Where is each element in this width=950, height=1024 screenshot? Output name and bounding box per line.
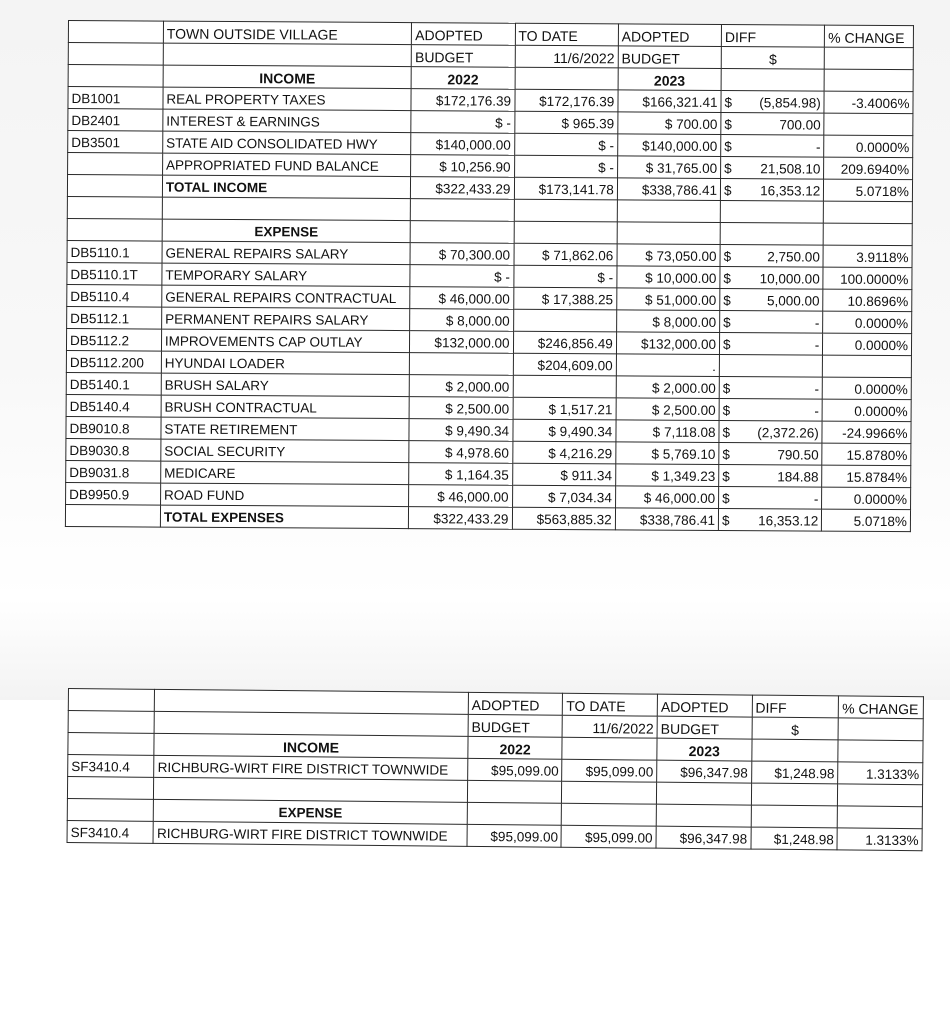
budget-2023-value: $ 2,000.00	[616, 376, 719, 399]
budget-2022-value: $ 1,164.35	[409, 463, 512, 486]
diff-amount: -	[813, 491, 819, 507]
to-date-amount: $ 9,490.34	[512, 419, 615, 442]
to-date-amount: $95,099.00	[562, 759, 657, 782]
diff-value	[719, 486, 822, 509]
line-description: GENERAL REPAIRS CONTRACTUAL	[162, 285, 410, 309]
pct-change-value	[824, 113, 913, 136]
budget-2023-value: $ 73,050.00	[617, 244, 720, 267]
budget-2023-value: .	[616, 354, 719, 377]
diff-amount: 5,000.00	[766, 293, 820, 309]
budget-2023-value: $140,000.00	[617, 134, 720, 157]
budget-2023-value: $96,347.98	[657, 760, 752, 783]
budget-2023-value: $ 10,000.00	[617, 266, 720, 289]
budget-2023-value: $ 8,000.00	[616, 310, 719, 333]
pct-change-value: 0.0000%	[822, 399, 911, 422]
budget-2023-value: $ 700.00	[618, 112, 721, 135]
account-code: DB9950.9	[66, 482, 161, 505]
account-code: SF3410.4	[68, 755, 155, 778]
pct-change-value: 5.0718%	[824, 179, 913, 202]
to-date-amount: $246,856.49	[513, 331, 616, 354]
to-date-amount: $204,609.00	[513, 353, 616, 376]
dollar-sign: $	[723, 271, 732, 287]
to-date-amount: $ -	[514, 133, 617, 156]
pct-change-value: 3.9118%	[823, 245, 912, 268]
adopted-2023-header: ADOPTED	[657, 694, 752, 717]
diff-amount: -	[814, 403, 819, 419]
line-description: RICHBURG-WIRT FIRE DISTRICT TOWNWIDE	[154, 755, 468, 780]
account-code: DB9031.8	[66, 460, 161, 483]
budget-2022-value: $ 46,000.00	[409, 485, 512, 508]
budget-2023-value: $166,321.41	[618, 90, 721, 113]
total-expenses-row	[65, 504, 910, 531]
account-code: DB5112.2	[66, 328, 161, 351]
to-date-amount: $ 7,034.34	[512, 485, 615, 508]
diff-amount: 790.50	[777, 447, 819, 463]
budget-2022-value: $ 4,978.60	[409, 441, 512, 464]
pct-change-value: -3.4006%	[824, 91, 913, 114]
line-description: HYUNDAI LOADER	[161, 351, 409, 375]
adopted-2022-header: ADOPTED	[412, 23, 515, 46]
pct-change-value: 0.0000%	[823, 333, 912, 356]
diff-amount: 10,000.00	[759, 271, 820, 287]
dollar-sign: $	[722, 381, 731, 397]
account-code: DB5140.4	[66, 394, 161, 417]
budget-2022-value: $ 10,256.90	[411, 155, 514, 178]
budget-2023-value: $ 46,000.00	[615, 486, 718, 509]
budget-2023-value: $338,786.41	[617, 178, 720, 201]
budget-2022-value: $95,099.00	[467, 824, 562, 847]
pct-change-header: % CHANGE	[839, 696, 924, 719]
budget-2023-header: BUDGET	[618, 46, 721, 69]
dollar-sign: $	[722, 469, 730, 485]
pct-change-header: % CHANGE	[825, 25, 914, 48]
dollar-sign: $	[723, 249, 732, 265]
to-date-value: 11/6/2022	[515, 45, 618, 68]
table-title: TOWN OUTSIDE VILLAGE	[163, 21, 411, 45]
diff-amount: -	[815, 139, 821, 155]
diff-amount: (5,854.98)	[759, 95, 821, 111]
diff-amount: 700.00	[779, 117, 821, 133]
line-description: IMPROVEMENTS CAP OUTLAY	[161, 329, 409, 353]
dollar-sign: $	[722, 425, 731, 441]
budget-2022-value: $ 2,500.00	[409, 397, 512, 420]
diff-amount: -	[814, 315, 820, 331]
pct-change-value: 100.0000%	[823, 267, 912, 290]
line-description: GENERAL REPAIRS SALARY	[162, 241, 410, 265]
budget-2022-value: $ 46,000.00	[410, 287, 513, 310]
to-date-amount: $ 911.34	[512, 463, 615, 486]
diff-value	[720, 288, 823, 311]
diff-value: $1,248.98	[751, 827, 838, 850]
diff-value	[720, 266, 823, 289]
account-code: DB5110.1T	[67, 262, 162, 285]
line-description: STATE AID CONSOLIDATED HWY	[163, 131, 411, 155]
year-2023: 2023	[618, 68, 721, 91]
pct-change-value	[823, 355, 912, 378]
budget-2022-header: BUDGET	[411, 45, 514, 68]
fire-district-budget-table	[67, 688, 924, 851]
expense-label: EXPENSE	[162, 219, 410, 243]
budget-2022-value: $172,176.39	[411, 89, 514, 112]
account-code: DB3501	[68, 131, 163, 154]
to-date-amount: $ -	[513, 265, 616, 288]
budget-2023-value: $132,000.00	[616, 332, 719, 355]
budget-2022-value: $ -	[410, 265, 513, 288]
budget-2022-value: $ 70,300.00	[410, 243, 513, 266]
dollar-sign: $	[722, 403, 731, 419]
dollar-sign: $	[724, 161, 732, 177]
account-code: DB5140.1	[66, 372, 161, 395]
diff-value	[720, 178, 823, 201]
diff-amount: 21,508.10	[760, 161, 821, 177]
budget-2022-value: $140,000.00	[411, 133, 514, 156]
diff-amount: 16,353.12	[760, 183, 821, 199]
budget-2023-value: $ 2,500.00	[616, 398, 719, 421]
account-code: DB2401	[68, 109, 163, 132]
budget-2022-value	[410, 353, 513, 376]
pct-change-value: 0.0000%	[822, 487, 911, 510]
account-code: DB5110.4	[67, 284, 162, 307]
year-2022: 2022	[411, 67, 514, 90]
diff-value	[721, 90, 824, 113]
diff-value	[720, 310, 823, 333]
to-date-value: 11/6/2022	[563, 715, 658, 738]
paper-background-lower	[0, 600, 950, 700]
diff-value	[721, 112, 824, 135]
pct-change-value: 0.0000%	[822, 377, 911, 400]
account-code	[68, 153, 163, 176]
line-description: BRUSH SALARY	[161, 373, 409, 397]
to-date-amount: $ 965.39	[514, 111, 617, 134]
diff-value	[719, 464, 822, 487]
pct-change-value: 1.3133%	[838, 762, 923, 785]
dollar-sign: $	[723, 315, 731, 331]
adopted-2022-header: ADOPTED	[468, 692, 563, 715]
pct-change-value: 15.8784%	[822, 465, 911, 488]
budget-2022-value: $322,433.29	[411, 177, 514, 200]
income-label: INCOME	[163, 65, 411, 89]
account-code: DB9030.8	[66, 438, 161, 461]
diff-value	[720, 332, 823, 355]
year-2022: 2022	[468, 736, 563, 759]
line-description: TOTAL INCOME	[162, 175, 410, 199]
pct-change-value: 0.0000%	[824, 135, 913, 158]
to-date-amount: $173,141.78	[514, 177, 617, 200]
to-date-header: TO DATE	[515, 23, 618, 46]
to-date-header: TO DATE	[563, 693, 658, 716]
dollar-sign: $	[724, 139, 732, 155]
line-description: INTEREST & EARNINGS	[163, 109, 411, 133]
line-description: PERMANENT REPAIRS SALARY	[162, 307, 410, 331]
line-description: TOTAL EXPENSES	[160, 505, 408, 529]
line-description: STATE RETIREMENT	[161, 417, 409, 441]
diff-unit: $	[752, 717, 839, 740]
budget-2023-value: $ 5,769.10	[616, 442, 719, 465]
income-label: INCOME	[154, 733, 468, 758]
dollar-sign: $	[723, 183, 732, 199]
account-code	[67, 175, 162, 198]
line-description: TEMPORARY SALARY	[162, 263, 410, 287]
account-code: DB5112.1	[67, 306, 162, 329]
to-date-amount: $95,099.00	[561, 825, 656, 848]
to-date-amount: $ 71,862.06	[514, 243, 617, 266]
diff-value	[719, 420, 822, 443]
dollar-sign: $	[721, 513, 730, 529]
to-date-amount: $172,176.39	[514, 89, 617, 112]
diff-value	[719, 376, 822, 399]
pct-change-value: -24.9966%	[822, 421, 911, 444]
account-code: DB9010.8	[66, 416, 161, 439]
adopted-2023-header: ADOPTED	[618, 24, 721, 47]
account-code: DB1001	[68, 87, 163, 110]
diff-value	[719, 354, 822, 377]
to-date-amount	[513, 309, 616, 332]
budget-2022-value: $ 8,000.00	[410, 309, 513, 332]
to-date-amount: $ -	[514, 155, 617, 178]
account-code	[65, 504, 160, 527]
pct-change-value: 15.8780%	[822, 443, 911, 466]
dollar-sign: $	[723, 337, 731, 353]
dollar-sign: $	[722, 447, 730, 463]
budget-2023-value: $ 7,118.08	[616, 420, 719, 443]
town-outside-village-budget-table	[65, 20, 914, 532]
pct-change-value: 5.0718%	[822, 509, 911, 532]
account-code: SF3410.4	[67, 820, 154, 843]
line-description: REAL PROPERTY TAXES	[163, 87, 411, 111]
year-2023: 2023	[657, 738, 752, 761]
diff-amount: 184.88	[777, 469, 819, 485]
diff-amount: 16,353.12	[758, 513, 819, 529]
budget-2023-value: $ 31,765.00	[617, 156, 720, 179]
account-code: DB5110.1	[67, 240, 162, 263]
to-date-amount: $563,885.32	[512, 507, 615, 530]
diff-value	[721, 134, 824, 157]
diff-value	[721, 156, 824, 179]
budget-2023-value: $ 1,349.23	[615, 464, 718, 487]
budget-2022-value: $132,000.00	[410, 331, 513, 354]
to-date-amount: $ 17,388.25	[513, 287, 616, 310]
dollar-sign: $	[724, 95, 733, 111]
budget-2023-value: $338,786.41	[615, 508, 718, 531]
diff-value	[718, 508, 821, 531]
dollar-sign: $	[722, 491, 730, 507]
line-description: RICHBURG-WIRT FIRE DISTRICT TOWNWIDE	[153, 821, 467, 846]
diff-value	[719, 398, 822, 421]
to-date-amount: $ 4,216.29	[512, 441, 615, 464]
diff-amount: -	[814, 337, 820, 353]
line-description: APPROPRIATED FUND BALANCE	[162, 153, 410, 177]
account-code: DB5112.200	[66, 350, 161, 373]
budget-2023-value: $96,347.98	[656, 826, 751, 849]
dollar-sign: $	[723, 293, 731, 309]
budget-2023-header: BUDGET	[657, 716, 752, 739]
diff-amount: (2,372.26)	[757, 425, 819, 441]
line-description: BRUSH CONTRACTUAL	[161, 395, 409, 419]
dollar-sign: $	[724, 117, 732, 133]
to-date-amount	[513, 375, 616, 398]
budget-2022-value: $ 2,000.00	[409, 375, 512, 398]
budget-2022-value: $322,433.29	[409, 507, 512, 530]
diff-value	[720, 244, 823, 267]
budget-2022-header: BUDGET	[468, 714, 563, 737]
pct-change-value: 0.0000%	[823, 311, 912, 334]
pct-change-value: 1.3133%	[837, 828, 922, 851]
diff-value	[719, 442, 822, 465]
pct-change-value: 10.8696%	[823, 289, 912, 312]
budget-2022-value: $ 9,490.34	[409, 419, 512, 442]
line-description: ROAD FUND	[160, 483, 408, 507]
diff-amount: 2,750.00	[767, 249, 820, 265]
diff-amount: -	[814, 381, 820, 397]
budget-2022-value: $ -	[411, 111, 514, 134]
budget-2023-value: $ 51,000.00	[617, 288, 720, 311]
diff-value: $1,248.98	[751, 761, 838, 784]
expense-label: EXPENSE	[154, 799, 468, 824]
pct-change-value: 209.6940%	[824, 157, 913, 180]
budget-2022-value: $95,099.00	[467, 758, 562, 781]
to-date-amount: $ 1,517.21	[513, 397, 616, 420]
line-description: SOCIAL SECURITY	[161, 439, 409, 463]
diff-unit: $	[721, 46, 824, 69]
diff-header: DIFF	[721, 24, 824, 47]
line-description: MEDICARE	[161, 461, 409, 485]
diff-header: DIFF	[752, 695, 839, 718]
